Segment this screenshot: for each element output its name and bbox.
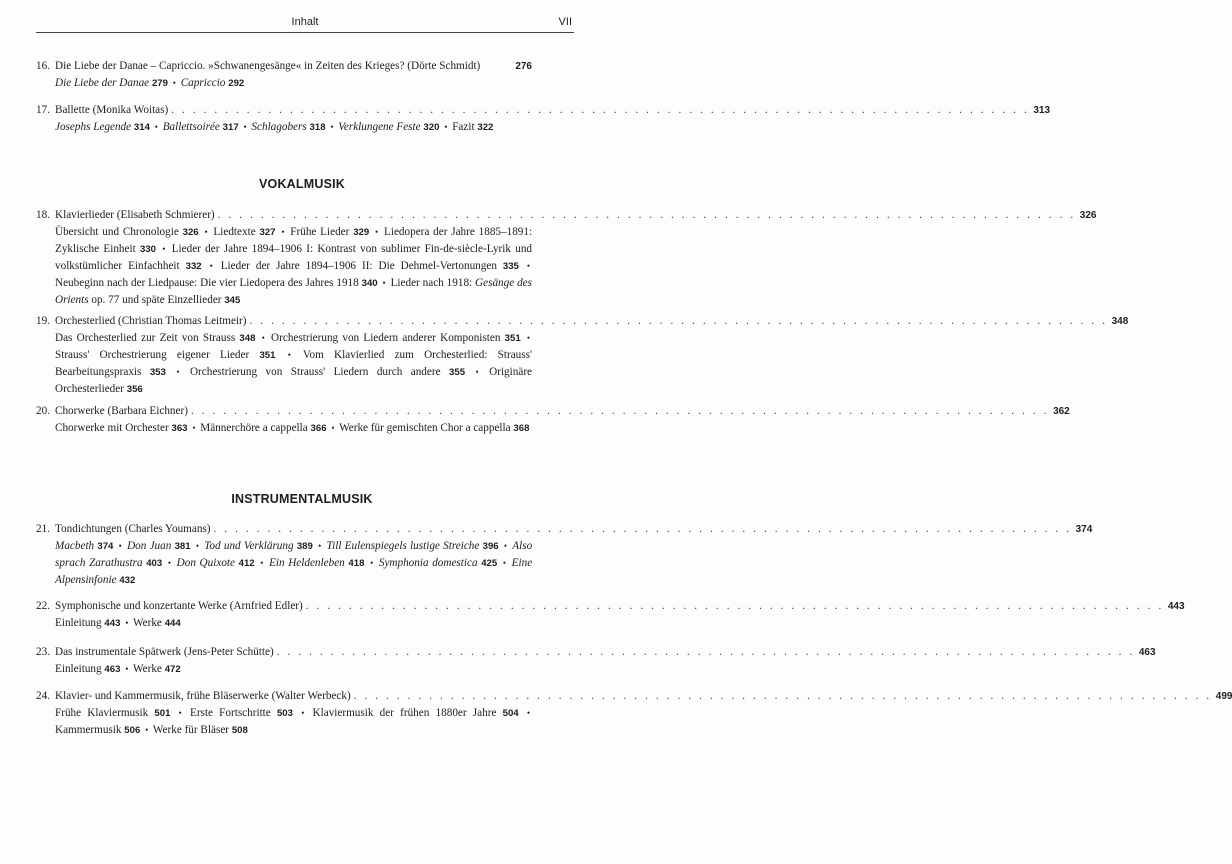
toc-entry-body	[55, 403, 1070, 437]
subsection-page-number: 353	[149, 367, 166, 378]
subsection-title: Orchestrierung von Liedern anderer Komponisten	[271, 332, 501, 344]
subsection-title: Liedtexte	[213, 226, 256, 238]
subsection-item[interactable]	[190, 707, 293, 719]
subsection-title: Tod und Verklärung	[204, 540, 294, 552]
subsection-title: Frühe Lieder	[290, 226, 350, 238]
bullet-separator: •	[261, 333, 265, 343]
subsection-item[interactable]	[221, 260, 519, 272]
subsection-item[interactable]	[133, 617, 181, 629]
toc-entry[interactable]	[36, 644, 1156, 678]
page-number: VII	[558, 16, 572, 28]
subsection-title: Werke	[132, 663, 162, 675]
chapter-title[interactable]: Das instrumentale Spätwerk (Jens-Peter Schütte)	[55, 646, 274, 658]
subsection-title: Fazit	[452, 121, 475, 133]
leader-dots: . . . . . . . . . . . . . . . . . . . . . . . . . . . . . . . . . . . . . . . . . . . . . . . . . . . . . . . . . . . . . . . . . . . . . . . . . . . . . . . .	[276, 646, 1135, 658]
bullet-separator: •	[526, 708, 530, 718]
subsection-list	[55, 420, 532, 437]
subsection-title: Erste Fortschritte	[189, 707, 271, 719]
subsection-page-number: 345	[224, 295, 241, 306]
toc-entry-heading[interactable]	[55, 688, 1232, 705]
subsection-page-number: 351	[504, 333, 521, 344]
chapter-number: 24.	[36, 690, 50, 702]
leader-dots: . . . . . . . . . . . . . . . . . . . . . . . . . . . . . . . . . . . . . . . . . . . . . . . . . . . . . . . . . . . . . . . . . . . . . . . . . . . . . . . .	[249, 315, 1108, 327]
subsection-page-number: 418	[348, 558, 365, 569]
subsection-page-number: 381	[174, 541, 191, 552]
subsection-item[interactable]	[127, 540, 191, 552]
bullet-separator: •	[125, 664, 129, 674]
subsection-item[interactable]	[55, 540, 113, 552]
subsection-page-number: 389	[296, 541, 313, 552]
leader-dots: . . . . . . . . . . . . . . . . . . . . . . . . . . . . . . . . . . . . . . . . . . . . . . . . . . . . . . . . . . . . . . . . . . . . . . . . . . . . . . . .	[305, 600, 1164, 612]
subsection-title: Männerchöre a cappella	[200, 422, 308, 434]
bullet-separator: •	[145, 725, 149, 735]
subsection-list	[55, 224, 532, 309]
section-heading-vokalmusik: VOKALMUSIK	[258, 177, 346, 191]
subsection-page-number: 317	[222, 122, 239, 133]
leader-dots: . . . . . . . . . . . . . . . . . . . . . . . . . . . . . . . . . . . . . . . . . . . . . . . . . . . . . . . . . . . . . . . . . . . . . . . . . . . . . . . .	[353, 690, 1212, 702]
bullet-separator: •	[382, 278, 386, 288]
bullet-separator: •	[162, 244, 166, 254]
toc-entry[interactable]	[36, 521, 1093, 589]
chapter-title[interactable]: Klavierlieder (Elisabeth Schmierer)	[55, 209, 215, 221]
subsection-item[interactable]	[290, 226, 369, 238]
subsection-item[interactable]	[153, 724, 248, 736]
subsection-title: Die Liebe der Danae	[55, 77, 150, 89]
subsection-page-number: 368	[513, 423, 530, 434]
subsection-page-number: 425	[481, 558, 498, 569]
subsection-title: Don Juan	[127, 540, 172, 552]
chapter-title[interactable]: Die Liebe der Danae – Capriccio. »Schwanengesänge« in Zeiten des Krieges? (Dörte Schmidt)	[55, 60, 481, 72]
bullet-separator: •	[167, 558, 172, 568]
subsection-title-continued: op. 77 und späte Einzellieder	[88, 294, 222, 306]
subsection-list	[55, 661, 532, 678]
chapter-page-number[interactable]: 348	[1111, 316, 1129, 327]
subsection-title-italic: Gesänge des Orients	[55, 277, 532, 306]
subsection-title: Vom Klavierlied zum Orchesterlied: Strauss' Bearbeitungspraxis	[55, 349, 533, 378]
subsection-page-number: 432	[119, 575, 136, 586]
toc-entry-heading[interactable]	[55, 403, 1070, 420]
subsection-title: Einleitung	[55, 663, 102, 675]
chapter-page-number[interactable]: 499	[1215, 691, 1232, 702]
subsection-title: Lieder der Jahre 1894–1906 II: Die Dehmel-Vertonungen	[220, 260, 497, 272]
toc-entry-body	[55, 688, 1232, 739]
bullet-separator: •	[243, 122, 247, 132]
subsection-page-number: 506	[124, 725, 141, 736]
subsection-page-number: 326	[182, 227, 199, 238]
bullet-separator: •	[526, 261, 531, 271]
subsection-page-number: 327	[259, 227, 276, 238]
subsection-item[interactable]	[133, 663, 181, 675]
subsection-title: Lieder nach 1918:	[390, 277, 476, 289]
bullet-separator: •	[331, 423, 335, 433]
bullet-separator: •	[503, 541, 508, 551]
chapter-title[interactable]: Chorwerke (Barbara Eichner)	[55, 405, 188, 417]
subsection-page-number: 363	[171, 423, 188, 434]
subsection-item[interactable]	[200, 422, 326, 434]
toc-entry-heading[interactable]	[55, 207, 1097, 224]
subsection-item[interactable]	[379, 557, 497, 569]
subsection-page-number: 396	[482, 541, 499, 552]
chapter-number: 23.	[36, 646, 50, 658]
toc-entry-heading[interactable]	[55, 102, 1051, 119]
subsection-list	[55, 119, 532, 136]
bullet-separator: •	[370, 558, 374, 568]
bullet-separator: •	[318, 541, 322, 551]
chapter-page-number[interactable]: 374	[1075, 524, 1093, 535]
subsection-title: Chorwerke mit Orchester	[55, 422, 169, 434]
subsection-item[interactable]	[339, 422, 529, 434]
subsection-title: Capriccio	[180, 77, 226, 89]
subsection-title: Werke für gemischten Chor a cappella	[339, 422, 511, 434]
bullet-separator: •	[375, 227, 379, 237]
subsection-page-number: 503	[276, 708, 293, 719]
bullet-separator: •	[195, 541, 199, 551]
bullet-separator: •	[176, 367, 180, 377]
subsection-page-number: 318	[309, 122, 326, 133]
leader-dots: . . . . . . . . . . . . . . . . . . . . . . . . . . . . . . . . . . . . . . . . . . . . . . . . . . . . . . . . . . . . . . . . . . . . . . . . . . . . . . . .	[217, 209, 1076, 221]
subsection-item[interactable]	[55, 617, 120, 629]
subsection-item[interactable]	[55, 663, 120, 675]
chapter-title[interactable]: Symphonische und konzertante Werke (Arnfried Edler)	[55, 600, 303, 612]
subsection-item[interactable]	[177, 557, 255, 569]
bullet-separator: •	[444, 122, 448, 132]
subsection-title: Werke	[132, 617, 162, 629]
bullet-separator: •	[330, 122, 334, 132]
subsection-page-number: 443	[104, 618, 121, 629]
bullet-separator: •	[204, 227, 208, 237]
subsection-page-number: 332	[185, 261, 202, 272]
subsection-title: Josephs Legende	[55, 121, 132, 133]
subsection-page-number: 403	[146, 558, 163, 569]
subsection-title: Einleitung	[55, 617, 102, 629]
subsection-page-number: 351	[259, 350, 276, 361]
toc-entry[interactable]	[36, 403, 1070, 437]
chapter-number: 20.	[36, 405, 50, 417]
chapter-number: 17.	[36, 104, 50, 116]
subsection-item[interactable]	[313, 707, 519, 719]
bullet-separator: •	[260, 558, 264, 568]
subsection-page-number: 348	[239, 333, 256, 344]
subsection-item[interactable]	[55, 332, 255, 344]
subsection-item[interactable]	[269, 557, 364, 569]
chapter-page-number[interactable]: 326	[1079, 210, 1097, 221]
subsection-title: Ein Heldenleben	[269, 557, 345, 569]
chapter-title[interactable]: Ballette (Monika Woitas)	[55, 104, 169, 116]
toc-entry-body	[55, 313, 1129, 398]
running-title: Inhalt	[291, 16, 319, 28]
subsection-page-number: 412	[238, 558, 255, 569]
toc-entry-heading[interactable]	[55, 58, 532, 75]
toc-entry-body	[55, 102, 1051, 136]
chapter-title[interactable]: Orchesterlied (Christian Thomas Leitmeir)	[55, 315, 247, 327]
subsection-page-number: 320	[423, 122, 440, 133]
subsection-item[interactable]	[327, 540, 499, 552]
chapter-title[interactable]: Tondichtungen (Charles Youmans)	[55, 523, 211, 535]
subsection-page-number: 292	[228, 78, 245, 89]
subsection-title: Macbeth	[55, 540, 95, 552]
subsection-title: Don Quixote	[176, 557, 235, 569]
bullet-separator: •	[287, 350, 291, 360]
toc-entry-heading[interactable]	[55, 644, 1156, 661]
toc-entry-heading[interactable]	[55, 313, 1129, 330]
subsection-title: Verklungene Feste	[338, 121, 421, 133]
subsection-item[interactable]	[213, 226, 275, 238]
leader-dots: . . . . . . . . . . . . . . . . . . . . . . . . . . . . . . . . . . . . . . . . . . . . . . . . . . . . . . . . . . . . . . . . . . . . . . . . . . . . . . . .	[171, 104, 1030, 116]
subsection-page-number: 444	[164, 618, 181, 629]
subsection-item[interactable]	[271, 332, 521, 344]
subsection-title: Frühe Klaviermusik	[55, 707, 149, 719]
subsection-page-number: 329	[353, 227, 370, 238]
subsection-title: Lieder der Jahre 1894–1906 I: Kontrast von sublimer Fin-de-siècle-Lyrik und volkstümlicher Einfachheit	[55, 243, 533, 272]
subsection-title: Also sprach Zarathustra	[55, 540, 533, 569]
subsection-title: Strauss' Orchestrierung eigener Lieder	[55, 349, 250, 361]
toc-entry[interactable]	[36, 58, 532, 92]
subsection-item[interactable]	[55, 724, 140, 736]
subsection-page-number: 314	[133, 122, 150, 133]
subsection-title: Liedopera der Jahre 1885–1891: Zyklische Einheit	[55, 226, 533, 255]
subsection-title: Das Orchesterlied zur Zeit von Strauss	[55, 332, 236, 344]
subsection-title: Klaviermusik der frühen 1880er Jahre	[312, 707, 497, 719]
subsection-list	[55, 330, 532, 398]
subsection-item[interactable]	[55, 277, 378, 289]
subsection-item[interactable]	[181, 77, 245, 89]
subsection-title: Kammermusik	[55, 724, 122, 736]
subsection-page-number: 340	[361, 278, 378, 289]
bullet-separator: •	[526, 333, 531, 343]
subsection-page-number: 463	[104, 664, 121, 675]
subsection-page-number: 501	[154, 708, 171, 719]
subsection-list	[55, 705, 532, 739]
subsection-page-number: 366	[310, 423, 327, 434]
chapter-page-number[interactable]: 313	[1033, 105, 1051, 116]
subsection-title: Werke für Bläser	[152, 724, 230, 736]
running-header	[36, 12, 574, 33]
toc-entry-body	[55, 598, 1185, 632]
toc-entry-body	[55, 207, 1097, 309]
subsection-list	[55, 538, 532, 589]
chapter-number: 18.	[36, 209, 50, 221]
subsection-title: Übersicht und Chronologie	[55, 226, 179, 238]
bullet-separator: •	[118, 541, 122, 551]
bullet-separator: •	[301, 708, 305, 718]
toc-entry-body	[55, 521, 1093, 589]
chapter-page-number[interactable]: 362	[1053, 406, 1070, 417]
toc-entry[interactable]	[36, 598, 1185, 632]
toc-entry-heading[interactable]	[55, 598, 1185, 615]
toc-entry-body	[55, 644, 1156, 678]
toc-entry[interactable]	[36, 313, 1129, 398]
subsection-item[interactable]	[190, 366, 465, 378]
chapter-page-number[interactable]: 443	[1167, 601, 1185, 612]
subsection-title: Till Eulenspiegels lustige Streiche	[326, 540, 480, 552]
leader-dots: . . . . . . . . . . . . . . . . . . . . . . . . . . . . . . . . . . . . . . . . . . . . . . . . . . . . . . . . . . . . . . . . . . . . . . . . . . . . . . . .	[190, 405, 1050, 417]
toc-entry[interactable]	[36, 207, 1097, 309]
bullet-separator: •	[192, 423, 196, 433]
chapter-number: 21.	[36, 523, 50, 535]
subsection-item[interactable]	[338, 121, 439, 133]
subsection-page-number: 335	[502, 261, 519, 272]
subsection-item[interactable]	[55, 77, 168, 89]
bullet-separator: •	[502, 558, 507, 568]
subsection-item[interactable]	[55, 226, 199, 238]
chapter-number: 19.	[36, 315, 50, 327]
subsection-title: Originäre Orchesterlieder	[55, 366, 533, 395]
bullet-separator: •	[125, 618, 129, 628]
subsection-title: Ballettsoirée	[162, 121, 220, 133]
subsection-page-number: 279	[151, 78, 168, 89]
leader-dots: . . . . . . . . . . . . . . . . . . . . . . . . . . . . . . . . . . . . . . . . . . . . . . . . . . . . . . . . . . . . . . . . . . . . . . . . . . . . . . . .	[213, 523, 1072, 535]
subsection-page-number: 504	[502, 708, 519, 719]
subsection-item[interactable]	[55, 349, 275, 361]
toc-entry[interactable]	[36, 102, 1051, 136]
subsection-item[interactable]	[55, 121, 150, 133]
subsection-item[interactable]	[251, 121, 325, 133]
chapter-title[interactable]: Klavier- und Kammermusik, frühe Bläserwerke (Walter Werbeck)	[55, 690, 351, 702]
toc-entry-heading[interactable]	[55, 521, 1093, 538]
bullet-separator: •	[154, 122, 158, 132]
subsection-list	[55, 75, 532, 92]
subsection-title: Schlagobers	[251, 121, 307, 133]
subsection-page-number: 374	[97, 541, 114, 552]
subsection-item[interactable]	[55, 707, 170, 719]
toc-entry[interactable]	[36, 688, 1232, 739]
chapter-page-number[interactable]: 276	[515, 61, 532, 72]
bullet-separator: •	[475, 367, 479, 377]
subsection-list	[55, 615, 532, 632]
subsection-page-number: 330	[139, 244, 156, 255]
subsection-page-number: 322	[477, 122, 494, 133]
subsection-title: Orchestrierung von Strauss' Liedern durch andere	[189, 366, 441, 378]
subsection-title: Symphonia domestica	[378, 557, 478, 569]
subsection-item[interactable]	[55, 422, 188, 434]
section-heading-instrumentalmusik: INSTRUMENTALMUSIK	[231, 492, 373, 506]
chapter-number: 22.	[36, 600, 50, 612]
subsection-page-number: 356	[126, 384, 143, 395]
subsection-title: Neubeginn nach der Liedpause: Die vier Liedopera des Jahres 1918	[55, 277, 359, 289]
subsection-page-number: 472	[164, 664, 181, 675]
chapter-page-number[interactable]: 463	[1138, 647, 1156, 658]
bullet-separator: •	[172, 78, 176, 88]
bullet-separator: •	[281, 227, 285, 237]
subsection-item[interactable]	[163, 121, 239, 133]
bullet-separator: •	[209, 261, 213, 271]
subsection-page-number: 508	[231, 725, 248, 736]
bullet-separator: •	[178, 708, 182, 718]
subsection-page-number: 355	[449, 367, 466, 378]
subsection-title: Eine Alpensinfonie	[55, 557, 533, 586]
chapter-number: 16.	[36, 60, 50, 72]
subsection-item[interactable]	[204, 540, 313, 552]
toc-entry-body	[55, 58, 532, 92]
subsection-item[interactable]	[452, 121, 493, 133]
